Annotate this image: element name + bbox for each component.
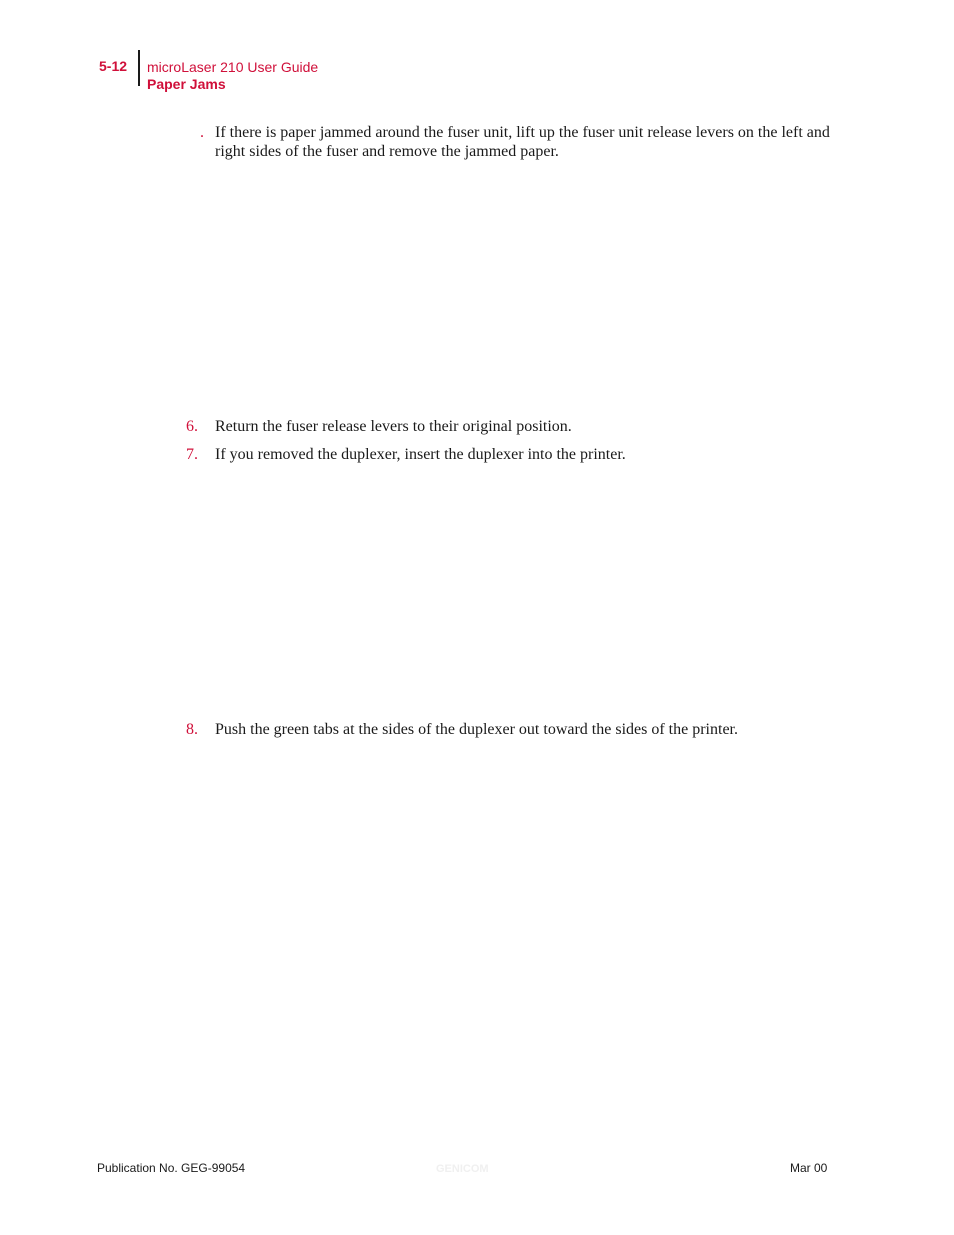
step-item: [186, 417, 836, 436]
section-title: Paper Jams: [147, 76, 226, 92]
step-item: [186, 123, 836, 161]
step-text: Push the green tabs at the sides of the duplexer out toward the sides of the printer.: [215, 721, 738, 738]
step-number: .: [200, 124, 204, 141]
brand-watermark: GENICOM: [436, 1163, 489, 1175]
step-number: 8.: [186, 721, 198, 738]
step-item: [186, 720, 836, 739]
guide-title: microLaser 210 User Guide: [147, 59, 319, 75]
step-text: If you removed the duplexer, insert the duplexer into the printer.: [215, 446, 626, 463]
page-number: 5-12: [99, 58, 128, 74]
step-number: 7.: [186, 446, 198, 463]
publication-date: Mar 00: [790, 1161, 828, 1175]
step-item: [186, 445, 836, 464]
step-text: If there is paper jammed around the fuser unit, lift up the fuser unit release levers on the left and right sides of the fuser and remove the jammed paper.: [215, 124, 830, 160]
publication-number: Publication No. GEG-99054: [97, 1161, 246, 1175]
step-number: 6.: [186, 418, 198, 435]
header-divider: [138, 50, 140, 86]
step-text: Return the fuser release levers to their original position.: [215, 418, 572, 435]
